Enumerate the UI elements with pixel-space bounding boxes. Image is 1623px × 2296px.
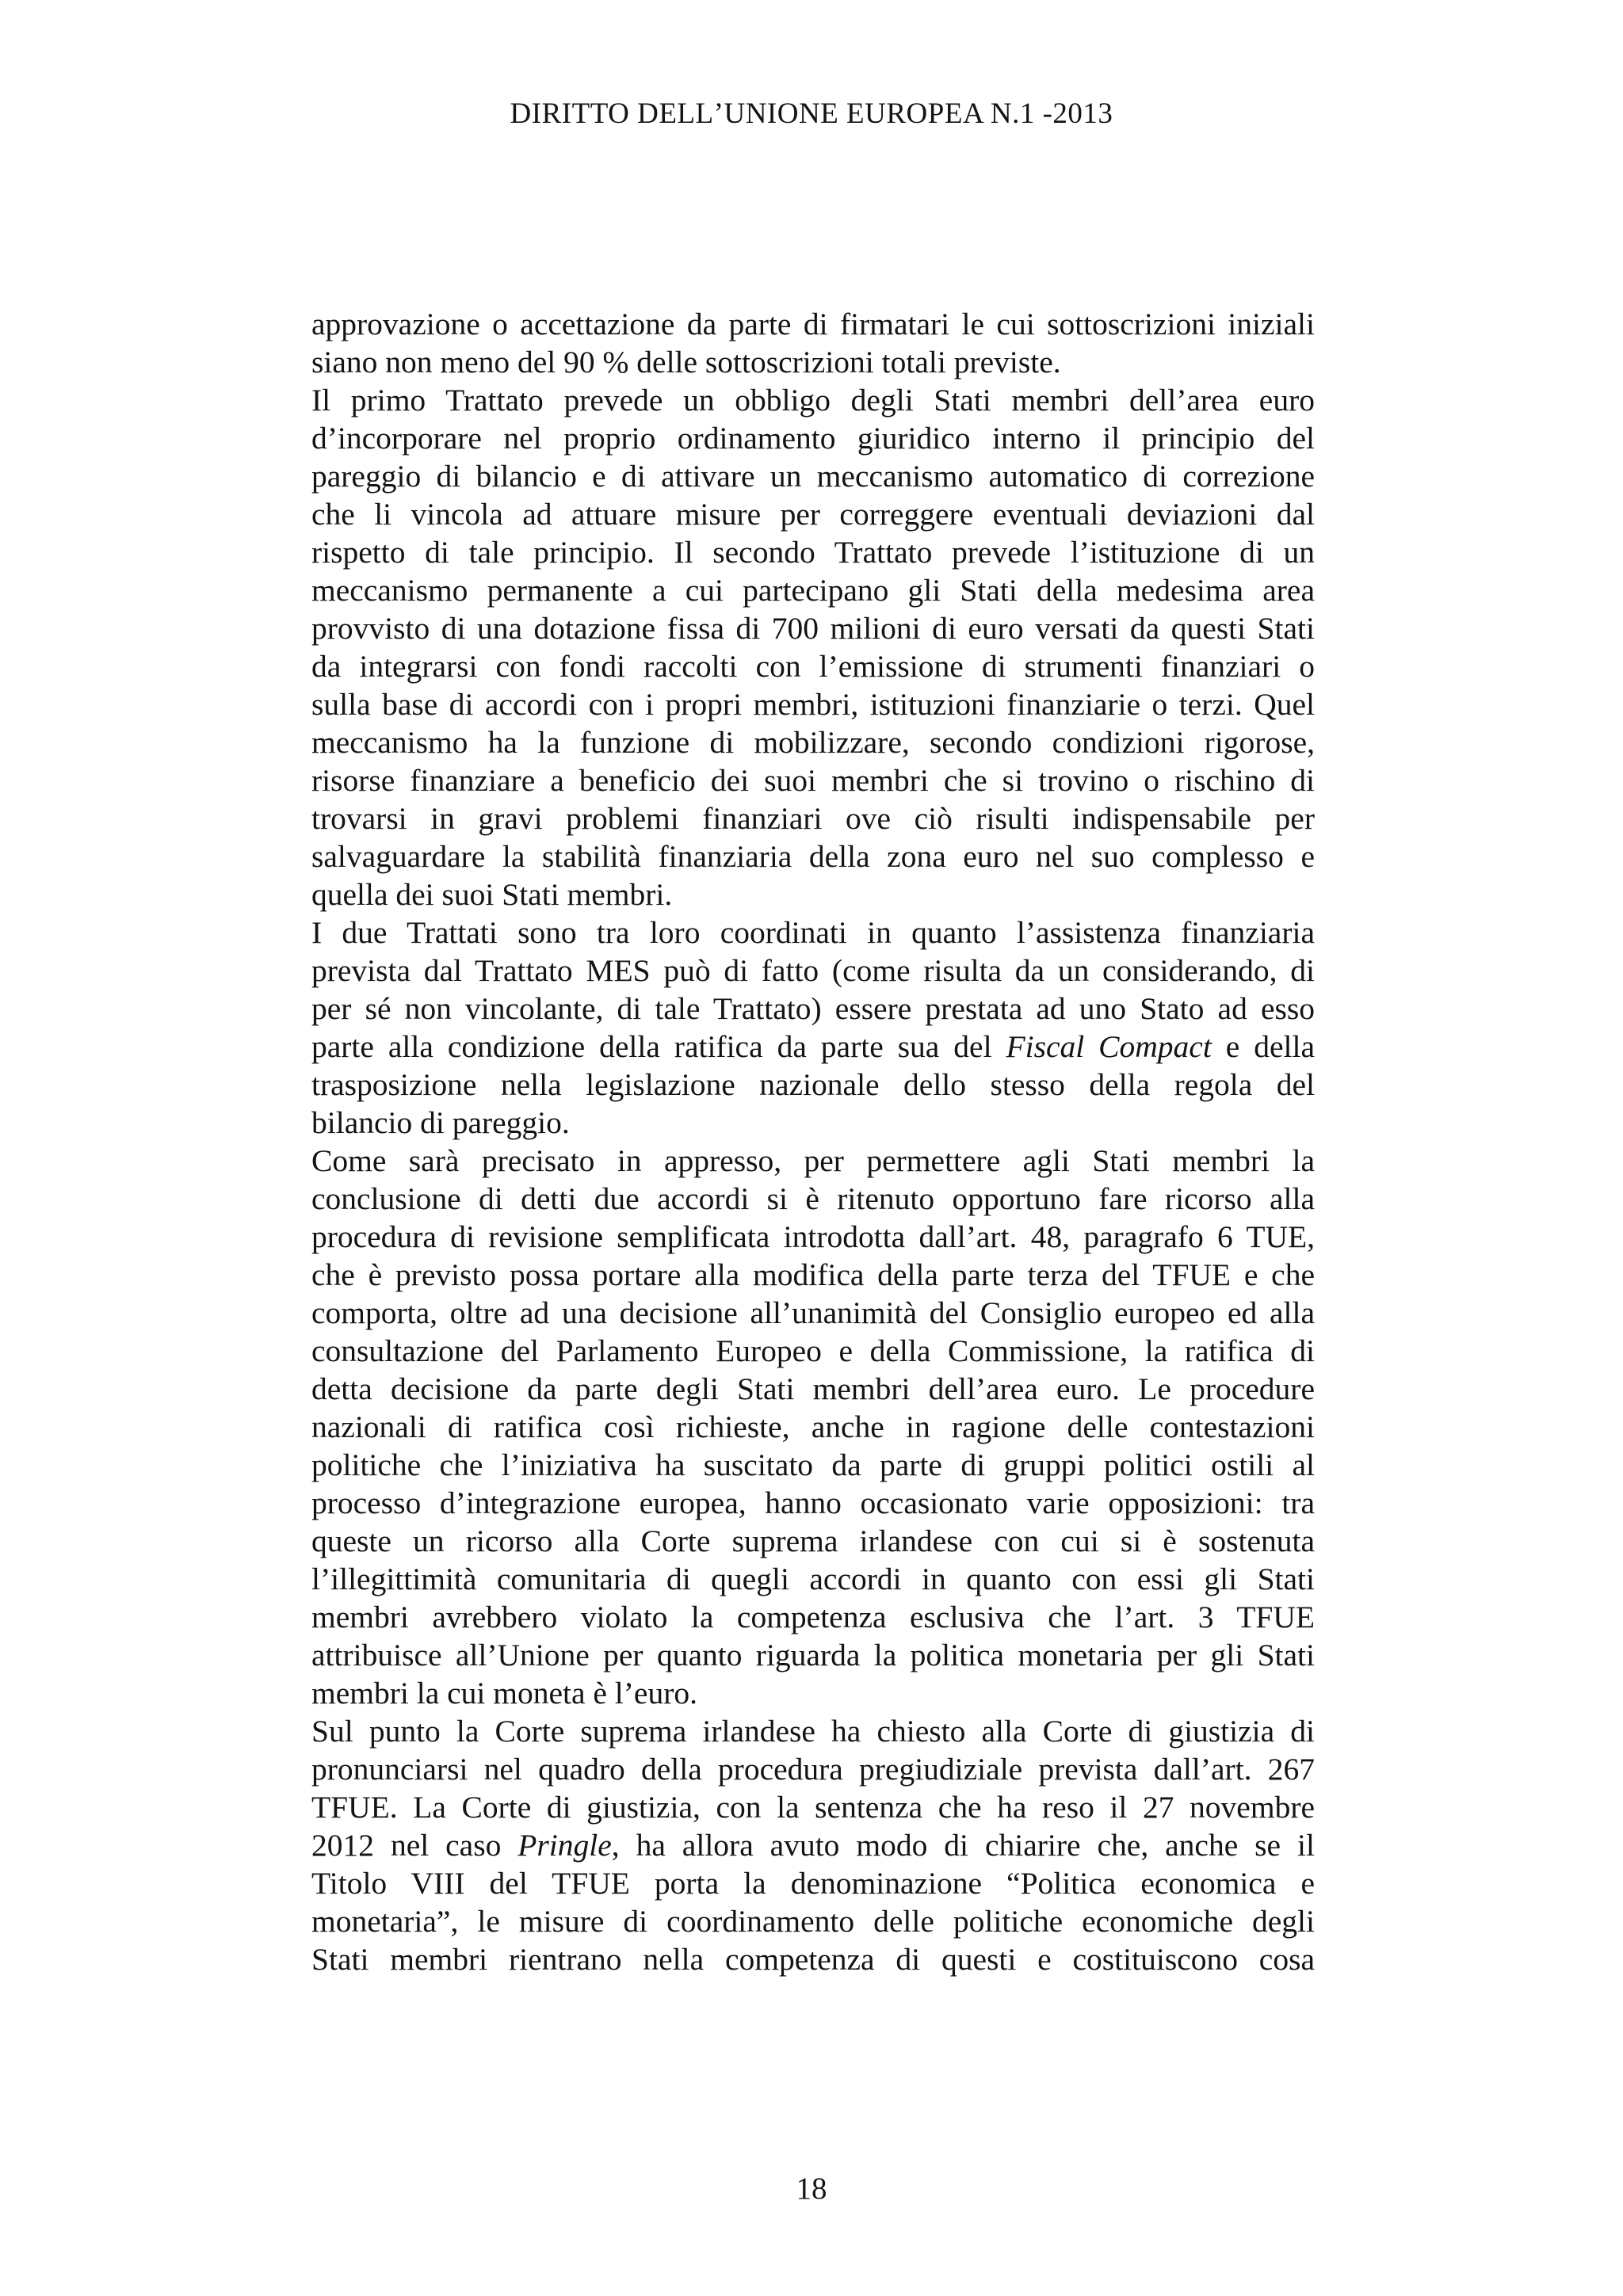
text-line: membri avrebbero violato la competenza esclusiva che l’art. 3 TFUE <box>311 1600 1315 1634</box>
text-line <box>311 1028 1315 1066</box>
text-line: prevista dal Trattato MES può di fatto (come risulta da un considerando, di <box>311 953 1315 988</box>
text-line: I due Trattati sono tra loro coordinati in quanto l’assistenza finanziaria <box>311 915 1315 950</box>
running-head-part: N <box>990 97 1013 130</box>
text-line: provvisto di una dotazione fissa di 700 milioni di euro versati da questi Stati <box>311 611 1315 646</box>
text-line: trovarsi in gravi problemi finanziari ove ciò risulti indispensabile per <box>311 801 1315 836</box>
text-line: quella dei suoi Stati membri. <box>311 877 673 912</box>
text-line: Stati membri rientrano nella competenza di questi e costituiscono cosa <box>311 1942 1315 1977</box>
text-run: e della <box>1211 1029 1316 1064</box>
text-line: procedura di revisione semplificata introdotta dall’art. 48, paragrafo 6 TUE, <box>311 1219 1315 1254</box>
running-head-part: .1 -2013 <box>1012 97 1113 130</box>
text-line: detta decisione da parte degli Stati membri dell’area euro. Le procedure <box>311 1371 1315 1406</box>
paragraph <box>311 913 1315 1142</box>
text-line: risorse finanziare a beneficio dei suoi membri che si trovino o rischino di <box>311 763 1315 798</box>
text-line: rispetto di tale principio. Il secondo Trattato prevede l’istituzione di un <box>311 535 1315 570</box>
running-head-part: DELL <box>637 97 714 130</box>
paragraph <box>311 381 1315 913</box>
text-line: bilancio di pareggio. <box>311 1105 570 1140</box>
body-text <box>311 305 1315 1978</box>
text-line: membri la cui moneta è l’euro. <box>311 1676 697 1711</box>
text-line: politiche che l’iniziativa ha suscitato da parte di gruppi politici ostili al <box>311 1447 1315 1482</box>
text-line: trasposizione nella legislazione nazionale dello stesso della regola del <box>311 1067 1315 1102</box>
text-line: Il primo Trattato prevede un obbligo degli Stati membri dell’area euro <box>311 383 1315 418</box>
running-head-part: E <box>846 97 865 130</box>
text-line: pronunciarsi nel quadro della procedura pregiudiziale prevista dall’art. 267 <box>311 1752 1315 1787</box>
text-run: , ha allora avuto modo di chiarire che, anche se il <box>611 1828 1315 1863</box>
paragraph <box>311 305 1315 381</box>
text-line: approvazione o accettazione da parte di firmatari le cui sottoscrizioni iniziali <box>311 307 1315 341</box>
text-line: monetaria”, le misure di coordinamento delle politiche economiche degli <box>311 1904 1315 1939</box>
text-line: Titolo VIII del TFUE porta la denominazione “Politica economica e <box>311 1866 1315 1901</box>
running-head-part: NIONE <box>745 97 847 130</box>
page-number: 18 <box>796 2172 827 2206</box>
text-line: conclusione di detti due accordi si è ritenuto opportuno fare ricorso alla <box>311 1181 1315 1216</box>
text-line: salvaguardare la stabilità finanziaria della zona euro nel suo complesso e <box>311 839 1315 874</box>
running-head-part: D <box>510 97 532 130</box>
text-line: processo d’integrazione europea, hanno occasionato varie opposizioni: tra <box>311 1486 1315 1520</box>
text-line: TFUE. La Corte di giustizia, con la sentenza che ha reso il 27 novembre <box>311 1790 1315 1825</box>
text-run: 2012 nel caso <box>311 1828 518 1863</box>
text-line: pareggio di bilancio e di attivare un meccanismo automatico di correzione <box>311 459 1315 494</box>
text-line: Come sarà precisato in appresso, per permettere agli Stati membri la <box>311 1143 1315 1178</box>
running-head <box>0 97 1623 131</box>
running-head-part: ’U <box>713 97 746 130</box>
text-line: l’illegittimità comunitaria di quegli accordi in quanto con essi gli Stati <box>311 1562 1315 1596</box>
text-line: siano non meno del 90 % delle sottoscrizioni totali previste. <box>311 345 1061 379</box>
paragraph <box>311 1142 1315 1712</box>
text-line: comporta, oltre ad una decisione all’unanimità del Consiglio europeo ed alla <box>311 1295 1315 1330</box>
text-line: da integrarsi con fondi raccolti con l’emissione di strumenti finanziari o <box>311 649 1315 684</box>
text-line: d’incorporare nel proprio ordinamento giuridico interno il principio del <box>311 421 1315 456</box>
text-line: meccanismo ha la funzione di mobilizzare, secondo condizioni rigorose, <box>311 725 1315 760</box>
text-line: queste un ricorso alla Corte suprema irlandese con cui si è sostenuta <box>311 1524 1315 1558</box>
italic-term: Pringle <box>517 1828 612 1863</box>
text-line: consultazione del Parlamento Europeo e della Commissione, la ratifica di <box>311 1333 1315 1368</box>
text-line: Sul punto la Corte suprema irlandese ha chiesto alla Corte di giustizia di <box>311 1714 1315 1749</box>
running-head-part: IRITTO <box>531 97 638 130</box>
text-line: meccanismo permanente a cui partecipano gli Stati della medesima area <box>311 573 1315 608</box>
italic-term: Fiscal Compact <box>1006 1029 1212 1064</box>
text-line: sulla base di accordi con i propri membri, istituzioni finanziarie o terzi. Quel <box>311 687 1315 722</box>
paragraph <box>311 1712 1315 1978</box>
text-line <box>311 1826 1315 1864</box>
text-run: parte alla condizione della ratifica da parte sua del <box>311 1029 1006 1064</box>
text-line: attribuisce all’Unione per quanto riguarda la politica monetaria per gli Stati <box>311 1638 1315 1672</box>
running-head-part: UROPEA <box>865 97 991 130</box>
text-line: che li vincola ad attuare misure per correggere eventuali deviazioni dal <box>311 497 1315 532</box>
text-line: che è previsto possa portare alla modifica della parte terza del TFUE e che <box>311 1257 1315 1292</box>
text-line: per sé non vincolante, di tale Trattato) essere prestata ad uno Stato ad esso <box>311 991 1315 1026</box>
text-line: nazionali di ratifica così richieste, anche in ragione delle contestazioni <box>311 1409 1315 1444</box>
